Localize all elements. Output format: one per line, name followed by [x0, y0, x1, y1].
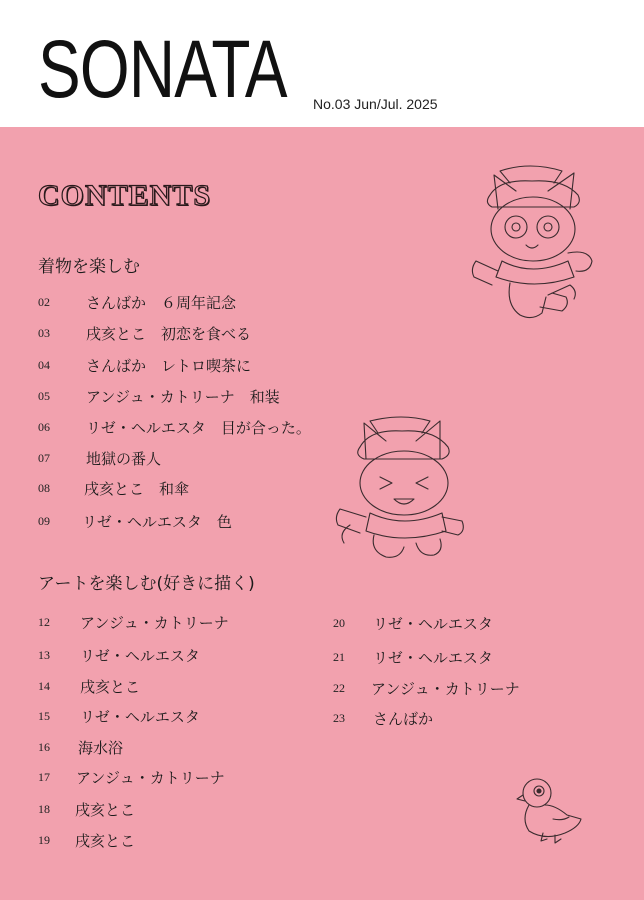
list-item [38, 676, 141, 696]
item-title: 海水浴 [78, 738, 124, 757]
issue-label: No.03 Jun/Jul. 2025 [313, 96, 438, 112]
cat-mascot-laughing-illustration [330, 413, 470, 561]
page-number: 23 [333, 710, 345, 725]
item-title: 戌亥とこ [75, 831, 136, 850]
item-title: 戌亥とこ [80, 677, 141, 696]
page-number: 17 [38, 769, 50, 784]
cat-mascot-cap-illustration [470, 165, 600, 325]
item-title: アンジュ・カトリーナ 和装 [86, 387, 280, 406]
contents-title: CONTENTS [38, 179, 212, 212]
item-title: リゼ・ヘルエスタ [80, 646, 200, 665]
item-title: 地獄の番人 [86, 449, 162, 468]
item-title: 戌亥とこ [75, 800, 136, 819]
page-number: 04 [38, 357, 50, 372]
item-title: 戌亥とこ 和傘 [84, 479, 190, 498]
list-item [38, 767, 225, 787]
list-item [38, 830, 136, 850]
list-item [38, 645, 200, 665]
item-title: リゼ・ヘルエスタ [80, 707, 200, 726]
page-number: 19 [38, 832, 50, 847]
page-number: 12 [38, 614, 50, 629]
item-title: リゼ・ヘルエスタ [373, 614, 493, 633]
list-item [333, 678, 520, 698]
contents-page [0, 127, 644, 900]
item-title: アンジュ・カトリーナ [371, 679, 520, 698]
list-item [38, 511, 232, 531]
item-title: アンジュ・カトリーナ [76, 768, 225, 787]
page-number: 02 [38, 294, 50, 309]
masthead-title: SONATA [38, 24, 287, 115]
page-number: 15 [38, 708, 50, 723]
page-number: 07 [38, 450, 50, 465]
header [0, 0, 644, 127]
list-item [333, 708, 434, 728]
page-number: 22 [333, 680, 345, 695]
item-title: リゼ・ヘルエスタ 目が合った。 [86, 418, 311, 437]
page-number: 14 [38, 678, 50, 693]
list-item [38, 355, 252, 375]
item-title: さんばか レトロ喫茶に [86, 356, 252, 375]
page-number: 05 [38, 388, 50, 403]
page-number: 16 [38, 739, 50, 754]
item-title: リゼ・ヘルエスタ 色 [82, 512, 232, 531]
list-item [333, 647, 493, 667]
page-number: 03 [38, 325, 50, 340]
item-title: さんばか ６周年記念 [86, 293, 237, 312]
list-item [38, 323, 252, 343]
list-item [38, 737, 124, 757]
page-number: 20 [333, 615, 345, 630]
page-number: 13 [38, 647, 50, 662]
page-number: 18 [38, 801, 50, 816]
list-item [333, 613, 493, 633]
page-number: 09 [38, 513, 50, 528]
section-heading-art: アートを楽しむ(好きに描く) [38, 574, 255, 594]
list-item [38, 706, 200, 726]
page-number: 08 [38, 480, 50, 495]
list-item [38, 612, 229, 632]
list-item [38, 448, 162, 468]
item-title: リゼ・ヘルエスタ [373, 648, 493, 667]
item-title: アンジュ・カトリーナ [80, 613, 229, 632]
section-heading-kimono: 着物を楽しむ [38, 257, 140, 277]
duck-mascot-illustration [515, 775, 585, 845]
list-item [38, 386, 280, 406]
list-item [38, 478, 190, 498]
page-number: 21 [333, 649, 345, 664]
item-title: さんばか [373, 709, 434, 728]
item-title: 戌亥とこ 初恋を食べる [86, 324, 252, 343]
page-number: 06 [38, 419, 50, 434]
list-item [38, 799, 136, 819]
list-item [38, 417, 311, 437]
list-item [38, 292, 237, 312]
